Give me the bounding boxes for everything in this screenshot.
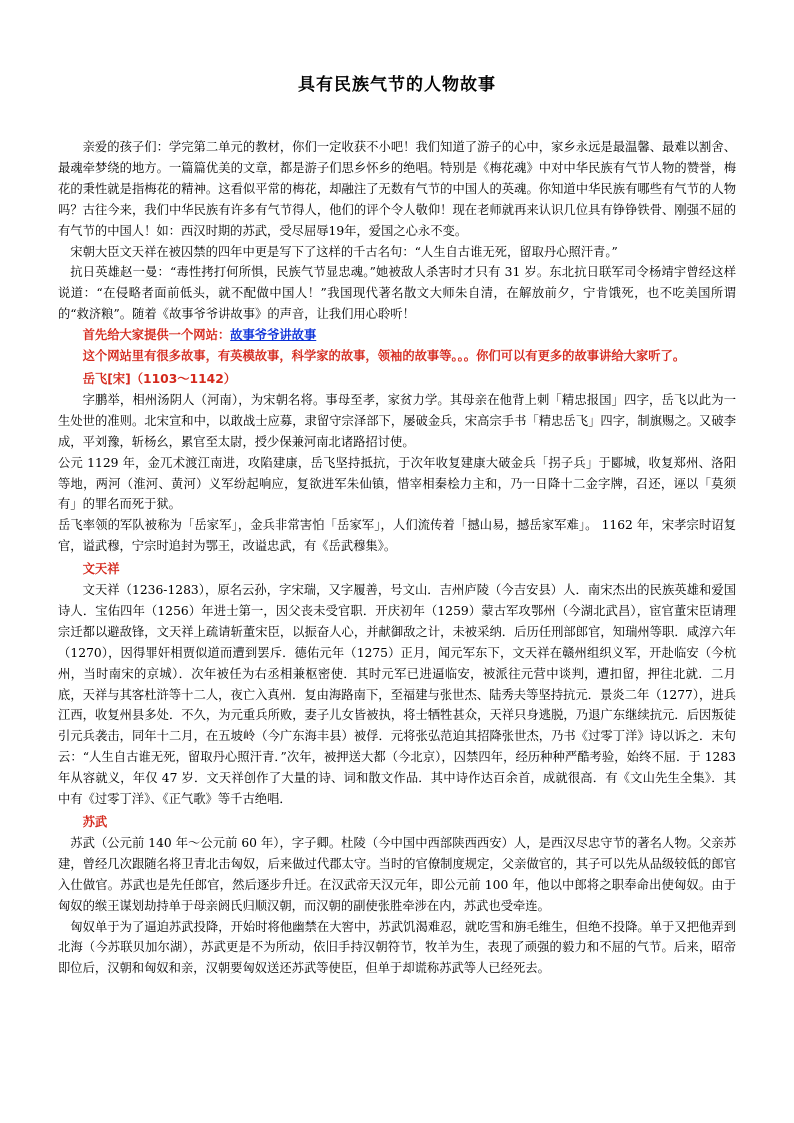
yuefei-paragraph-1: 字鹏举，相州汤阴人（河南），为宋朝名将。事母至孝，家贫力学。其母亲在他背上刺「精忠报国」四字，岳飞以此为一生处世的准则。北宋宣和中，以敢战士应募，隶留守宗泽部下，屡破金兵，宋高宗手书「精忠岳飞」四字，制旗赐之。又破李成，平刘豫，斩杨幺，累官至太尉，授少保兼河南北诸路招讨使。 <box>58 392 736 449</box>
section-heading-yuefei: 岳飞[宋]（1103～1142） <box>82 371 237 386</box>
yuefei-paragraph-3: 岳飞率领的军队被称为「岳家军」，金兵非常害怕「岳家军」，人们流传着「撼山易，撼岳家军难」。 1162 年，宋孝宗时诏复官，谥武穆，宁宗时追封为鄂王，改谥忠武，有《岳武穆集》。 <box>58 518 736 554</box>
section-heading-suwu: 苏武 <box>82 815 108 829</box>
wentianxiang-paragraph-1: 文天祥（1236-1283），原名云孙，字宋瑞，又字履善，号文山．吉州庐陵（今吉安县）人．南宋杰出的民族英雄和爱国诗人．宝佑四年（1256）年进士第一，因父丧未受官职．开庆初年（1259）蒙古军攻鄂州（今湖北武昌），宦官董宋臣请理宗迁都以避敌锋，文天祥上疏请斩董宋臣，以振奋人心，并献御敌之计，未被采纳．后历任刑部郎官，知瑞州等职．咸淳六年（1270），因得罪奸相贾似道而遭到罢斥．德佑元年（1275）正月，闻元军东下，文天祥在赣州组织义军，开赴临安（今杭州，当时南宋的京城）．次年被任为右丞相兼枢密使．其时元军已进逼临安，被派往元营中谈判，遭扣留，押往北就．二月底，天祥与其客杜浒等十二人，夜亡入真州．复由海路南下，至福建与张世杰、陆秀夫等坚持抗元．景炎二年（1277），进兵江西，收复州县多处．不久，为元重兵所败，妻子儿女皆被执，将士牺牲甚众，天祥只身逃脱，乃退广东继续抗元．后因叛徒引元兵袭击，同年十二月，在五坡岭（今广东海丰县）被俘．元将张弘范迫其招降张世杰，乃书《过零丁洋》诗以诉之．末句云：“人生自古谁无死，留取丹心照汗青．”次年，被押送大都（今北京），囚禁四年，经历种种严酷考验，始终不屈．于 1283 年从容就义，年仅 47 岁．文天祥创作了大量的诗、词和散文作品．其中诗作达百余首，成就很高．有《文山先生全集》．其中有《过零丁洋》、《正气歌》等千古绝唱． <box>58 583 736 807</box>
suwu-paragraph-2: 匈奴单于为了逼迫苏武投降，开始时将他幽禁在大窖中，苏武饥渴难忍，就吃雪和旃毛维生，但绝不投降。单于又把他弄到北海（今苏联贝加尔湖），苏武更是不为所动，依旧手持汉朝符节，牧羊为生，表现了顽强的毅力和不屈的气节。后来，昭帝即位后，汉朝和匈奴和亲，汉朝要匈奴送还苏武等使臣，但单于却谎称苏武等人已经死去。 <box>58 919 736 976</box>
intro-paragraph-2: 宋朝大臣文天祥在被囚禁的四年中更是写下了这样的千古名句：“人生自古谁无死，留取丹心照汗青。” <box>70 244 618 259</box>
website-recommendation <box>58 325 736 346</box>
suwu-paragraph-1: 苏武（公元前 140 年～公元前 60 年），字子卿。杜陵（今中国中西部陕西西安）人，是西汉尽忠守节的著名人物。父亲苏建，曾经几次跟随名将卫青北击匈奴，后来做过代郡太守。当时的官僚制度规定，父亲做官的，其子可以先从品级较低的郎官入仕做官。苏武也是先任郎官，然后逐步升迁。在汉武帝天汉元年，即公元前 100 年，他以中郎将之职奉命出使匈奴。由于匈奴的缑王谋划劫持单于母亲阏氏归顺汉朝，而汉朝的副使张胜牵涉在内，苏武也受牵连。 <box>58 835 736 913</box>
yuefei-paragraph-2: 公元 1129 年，金兀术渡江南进，攻陷建康，岳飞坚持抵抗，于次年收复建康大破金兵「拐子兵」于郾城，收复郑州、洛阳等地，两河（淮河、黄河）义军纷起响应，复欲进军朱仙镇，惜宰相秦桧力主和，乃一日降十二金字牌，召还，诬以「莫须有」的罪名而死于狱。 <box>58 455 736 512</box>
intro-paragraph-1: 亲爱的孩子们：学完第二单元的教材，你们一定收获不小吧！我们知道了游子的心中，家乡永远是最温馨、最难以割舍、最魂牵梦绕的地方。一篇篇优美的文章，都是游子们思乡怀乡的绝唱。特别是《梅花魂》中对中华民族有气节人物的赞誉，梅花的秉性就是指梅花的精神。这看似平常的梅花，却融注了无数有气节的中国人的英魂。你知道中华民族有哪些有气节的人物吗？古往今来，我们中华民族有许多有气节得人，他们的评个令人敬仰！现在老师就再来认识几位具有铮铮铁骨、刚强不屈的有气节的中国人！如：西汉时期的苏武，受尽屈辱19年，爱国之心永不变。 <box>58 140 736 238</box>
section-heading-wentianxiang: 文天祥 <box>82 562 120 577</box>
recommend-prefix: 首先给大家提供一个网站： <box>82 328 231 343</box>
website-notice: 这个网站里有很多故事，有英模故事，科学家的故事，领袖的故事等。。。你们可以有更多的故事讲给大家听了。 <box>82 349 686 364</box>
intro-paragraph-3: 抗日英雄赵一曼：“毒性拷打何所惧，民族气节显忠魂。”她被敌人杀害时才只有 31 岁。东北抗日联军司令杨靖宇曾经这样说道：“在侵略者面前低头，就不配做中国人！”我国现代著名散文大师朱自清，在解放前夕，宁肯饿死，也不吃美国所谓的“救济粮”。随着《故事爷爷讲故事》的声音，让我们用心聆听！ <box>58 265 736 322</box>
story-website-link[interactable]: 故事爷爷讲故事 <box>230 328 317 343</box>
page-title: 具有民族气节的人物故事 <box>298 75 496 95</box>
